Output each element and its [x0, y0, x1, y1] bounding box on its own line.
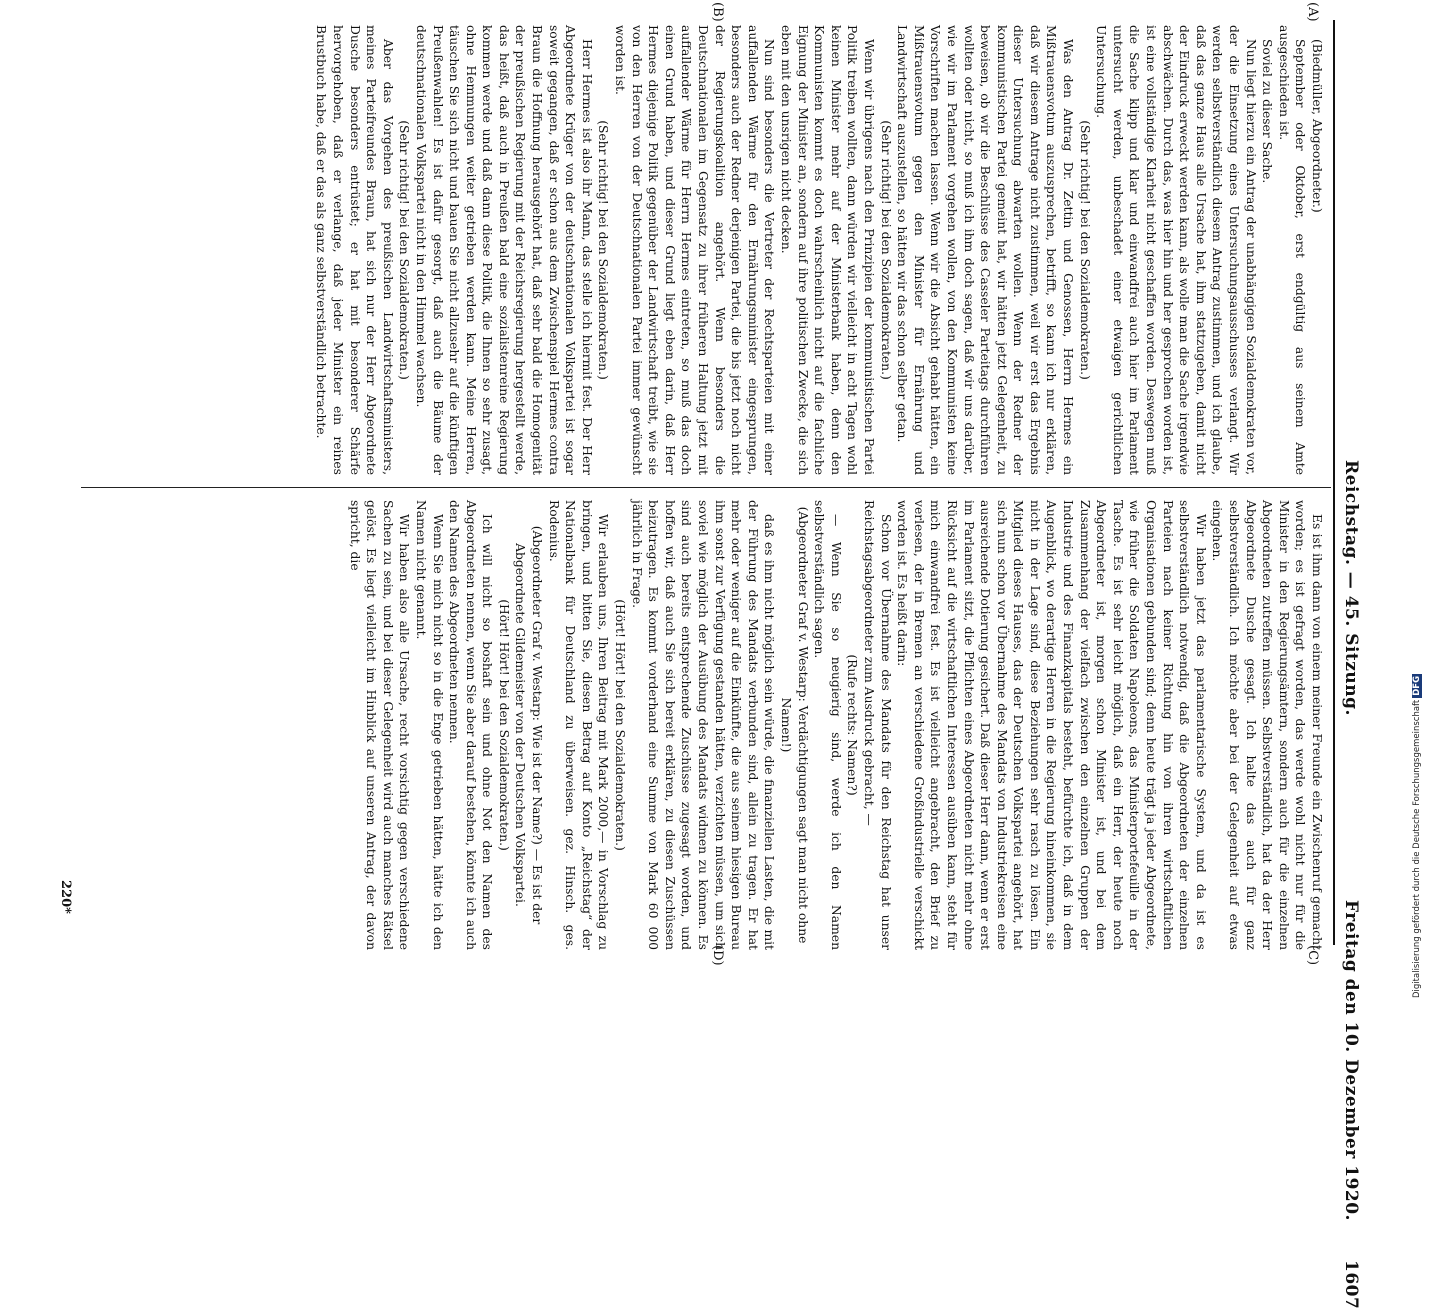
interjection: (Hört! Hört! bei den Sozialdemokraten.)	[496, 599, 511, 851]
interjection: (Sehr richtig! bei den Sozialdemokraten.)	[878, 120, 893, 380]
interjection: (Abgeordneter Graf v. Westarp: Verdächtigungen sagt man nicht ohne Namen!)	[779, 506, 810, 944]
column-rule	[81, 487, 1331, 488]
interjection: (Abgeordneter Graf v. Westarp: Wie ist der Name?) — Es ist der Abgeordnete Gildemeister von der Deutschen Volkspartei.	[513, 525, 545, 925]
margin-letter-d: (D)	[710, 945, 725, 966]
paragraph: Soviel zu dieser Sache.	[1260, 39, 1275, 184]
paragraph: Wenn wir übrigens nach den Prinzipien der kommunistischen Partei Politik treiben wollten, dann würden wir vielleicht in acht Tagen wohl keinen Minister mehr auf der Ministerbank haben, denn den Kommunisten kommt es doch wahrscheinlich nicht auf die fachliche Eignung der Minister an, sondern auf ihre politischen Zwecke, die sich eben mit den unsrigen nicht decken.	[779, 25, 876, 475]
paragraph: Schon vor Übernahme des Mandats für den Reichstag hat unser Reichstagsabgeordneter zum Ausdruck gebracht, —	[861, 500, 893, 950]
paragraph: September oder Oktober, erst endgültig aus seinem Amte ausgeschieden ist.	[1276, 25, 1308, 475]
interjection: (Sehr richtig! bei den Sozialdemokraten.)	[1077, 120, 1092, 380]
digitization-credit	[1412, 674, 1422, 998]
interjection: (Hört! Hört! bei den Sozialdemokraten.)	[613, 599, 628, 851]
paragraph: Was den Antrag Dr. Zettin und Genossen, Herrn Hermes ein Mißtrauensvotum auszusprechen, betrifft, so kann ich nur erklären, daß wir diesem Antrage nicht zustimmen, weil wir erst das Ergebnis dieser Untersuchung abwarten wollen. Wenn der Redner der kommunistischen Partei gemeint hat, wir hätten jetzt Gelegenheit, zu beweisen, ob wir die Beschlüsse des Casseler Parteitags durchführen wollten oder nicht, so muß ich ihm doch sagen, daß wir uns darüber, wie wir im Parlament vorgehen wollen, von den Kommunisten keine Vorschriften machen lassen. Wenn wir die Absicht gehabt hätten, ein Mißtrauensvotum gegen den Minister für Ernährung und Landwirtschaft auszustellen, so hätten wir das schon selber getan.	[895, 25, 1076, 475]
page-header	[1337, 20, 1365, 1309]
margin-letter-a: (A)	[1305, 2, 1320, 22]
header-right-text: Freitag den 10. Dezember 1920.	[1341, 900, 1361, 1221]
paragraph: Es ist ihm dann von einem meiner Freunde ein Zwischenruf gemacht worden; es ist gefragt worden, das werde wohl nicht nur für die Minister in den Regierungsämtern, sondern auch für die einzelnen Abgeordneten zutreffen müssen. Selbstverständlich, hat da der Herr Abgeordnete Dusche gesagt. Ich halte das auch für ganz selbstverständlich. Ich möchte aber bei der Gelegenheit auf etwas eingehen.	[1210, 500, 1324, 950]
header-left-text: Reichstag. — 45. Sitzung.	[1341, 460, 1361, 716]
margin-letter-b: (B)	[710, 2, 725, 22]
paragraph: Wenn Sie mich nicht so in die Enge getrieben hätten, hätte ich den Namen nicht genannt.	[413, 500, 445, 950]
paragraph: Wir erlauben uns, Ihren Beitrag mit Mark 2000,— in Vorschlag zu bringen, und bitten Sie, diesen Betrag auf Konto „Reichstag“ der Nationalbank für Deutschland zu überweisen. gez. Hinsch. ges. Rodenius.	[546, 500, 611, 950]
dfg-logo: DFG	[1412, 675, 1422, 696]
right-column	[95, 500, 1325, 950]
paragraph: Ich will nicht so boshaft sein und ohne Not den Namen des Abgeordneten nennen, wenn Sie aber darauf bestehen, könnte ich auch den Namen des Abgeordneten nennen.	[447, 500, 495, 950]
credit-text: Digitalisierung gefördert durch die Deutsche Forschungsgemeinschaft	[1412, 699, 1422, 998]
margin-letter-c: (C)	[1305, 945, 1320, 966]
paragraph: Nun liegt hierzu ein Antrag der unabhängigen Sozialdemokraten vor, der die Einsetzung eines Untersuchungsausschusses verlangt. Wir werden selbstverständlich diesem Antrag zustimmen, und ich glaube, daß das ganze Haus alle Ursache hat, ihm stattzugeben, damit nicht der Eindruck erweckt werden kann, als wolle man die Sache irgendwie abschwächen. Durch das, was hier hin und her gesprochen worden ist, ist eine vollständige Klarheit nicht geschaffen worden. Deswegen muß die Sache klipp und klar und einwandfrei auch hier im Parlament untersucht werden, unbeschadet einer etwaigen gerichtlichen Untersuchung.	[1094, 25, 1258, 475]
paragraph: Aber das Vorgehen des preußischen Landwirtschaftsministers, meines Parteifreundes Braun, hat sich nur der Herr Abgeordnete Dusche besonders entrüstet; er hat mit besonderer Schärfe hervorgehoben, daß er verlange, daß jeder Minister ein reines Brustbuch habe, daß er das als ganz selbstverständlich betrachte.	[314, 25, 395, 475]
rotated-page-content	[45, 0, 1365, 1309]
paragraph: Nun sind besonders die Vertreter der Rechtsparteien mit einer auffallenden Wärme für den Ernährungsminister eingesprungen, besonders auch der Redner derjenigen Partei, die bis jetzt noch nicht der Regierungskoalition angehört. Wenn besonders die Deutschnationalen im Gegensatz zu ihrer früheren Haltung jetzt mit auffallender Wärme für Herrn Hermes eintreten, so muß das doch einen Grund haben, und dieser Grund liegt eben darin, daß Herr Hermes diejenige Politik gegenüber der Landwirtschaft treibt, wie sie von den Herren von der Deutschnationalen Partei immer gewünscht worden ist.	[613, 25, 777, 475]
speaker-label: (Biedmüller, Abgeordneter.)	[1310, 39, 1324, 213]
signature-mark: 220*	[58, 880, 73, 914]
header-rule	[1333, 20, 1335, 945]
paragraph: daß es ihm nicht möglich sein würde, die finanziellen Lasten, die mit der Führung des Mandats verbunden sind, allein zu tragen. Er hat mehr oder weniger auf die Einkünfte, die aus seinem hiesigen Bureau ihm sonst zur Verfügung gestanden hätten, verzichten müssen, um sich soviel wie möglich der Ausübung des Mandats widmen zu können. Es sind auch bereits entsprechende Zuschüsse zugesagt worden, und hoffen wir, daß auch Sie sich bereit erklären, zu diesen Zuschüssen beizutragen. Es kommt vorderhand eine Summe von Mark 60 000 jährlich in Frage.	[629, 500, 777, 950]
left-column	[95, 25, 1325, 475]
interjection: (Sehr richtig! bei den Sozialdemokraten.)	[397, 120, 412, 380]
paragraph: Wir haben also alle Ursache, recht vorsichtig gegen verschiedene Sachen zu sein, und bei dieser Gelegenheit wird auch manches Rätsel gelöst. Es liegt vielleicht im Hinblick auf unseren Antrag, der davon spricht, die	[347, 500, 412, 950]
paragraph: — Wenn Sie so neugierig sind, werde ich den Namen selbstverständlich sagen.	[812, 500, 843, 950]
paragraph: Wir haben jetzt das parlamentarische System, und da ist es selbstverständlich notwendig, daß die Abgeordneten der einzelnen Parteien nach keiner Richtung hin von ihren wirtschaftlichen Organisationen gebunden sind; denn heute trägt ja jeder Abgeordnete, wie früher die Soldaten Napoleons, das Ministerportefeuille in der Tasche. Es ist sehr leicht möglich, daß ein Herr, der heute noch Abgeordneter ist, morgen schon Minister ist, und bei dem Zusammenhang der vielfach zwischen den einzelnen Gruppen der Industrie und des Finanzkapitals besteht, befürchte ich, daß in dem Augenblick, wo derartige Herren in die Regierung hineinkommen, sie nicht in der Lage sind, diese Beziehungen sehr rasch zu lösen. Ein Mitglied dieses Hauses, das der Deutschen Volkspartei angehört, hat sich nun schon vor Übernahme des Mandats von Industriekreisen eine ausreichende Dotierung gesichert. Daß dieser Herr dann, wenn er erst im Parlament sitzt, die Pflichten eines Abgeordneten nicht mehr ohne Rücksicht auf die wirtschaftlichen Interessen ausüben kann, steht für mich einwandfrei fest. Es ist vielleicht angebracht, den Brief zu verlesen, der in Bremen an verschiedene Großindustrielle verschickt worden ist. Es heißt darin:	[895, 500, 1208, 950]
interjection: (Sehr richtig! bei den Sozialdemokraten.)	[596, 120, 611, 380]
interjection: (Rufe rechts: Namen?)	[845, 654, 860, 796]
page-number: 1607	[1341, 1260, 1361, 1309]
paragraph: Herr Hermes ist also ihr Mann, das stelle ich hiermit fest. Der Herr Abgeordnete Krüger von der deutschnationalen Volkspartei ist sogar soweit gegangen, daß er schon aus dem Zwischenspiel Hermes contra Braun die Hoffnung herausgehört hat, daß sehr bald die Homogenität der preußischen Regierung mit der Reichsregierung hergestellt werde, das heißt, daß auch in Preußen bald eine sozialistenreine Regierung kommen werde und daß dann diese Politik, die Ihnen so sehr zusagt, ohne Hemmungen weiter getrieben werden kann. Meine Herren, täuschen Sie sich nicht und bauen Sie nicht allzusehr auf die künftigen Preußenwahlen! Es ist dafür gesorgt, daß auch die Bäume der deutschnationalen Volkspartei nicht in den Himmel wachsen.	[413, 25, 594, 475]
